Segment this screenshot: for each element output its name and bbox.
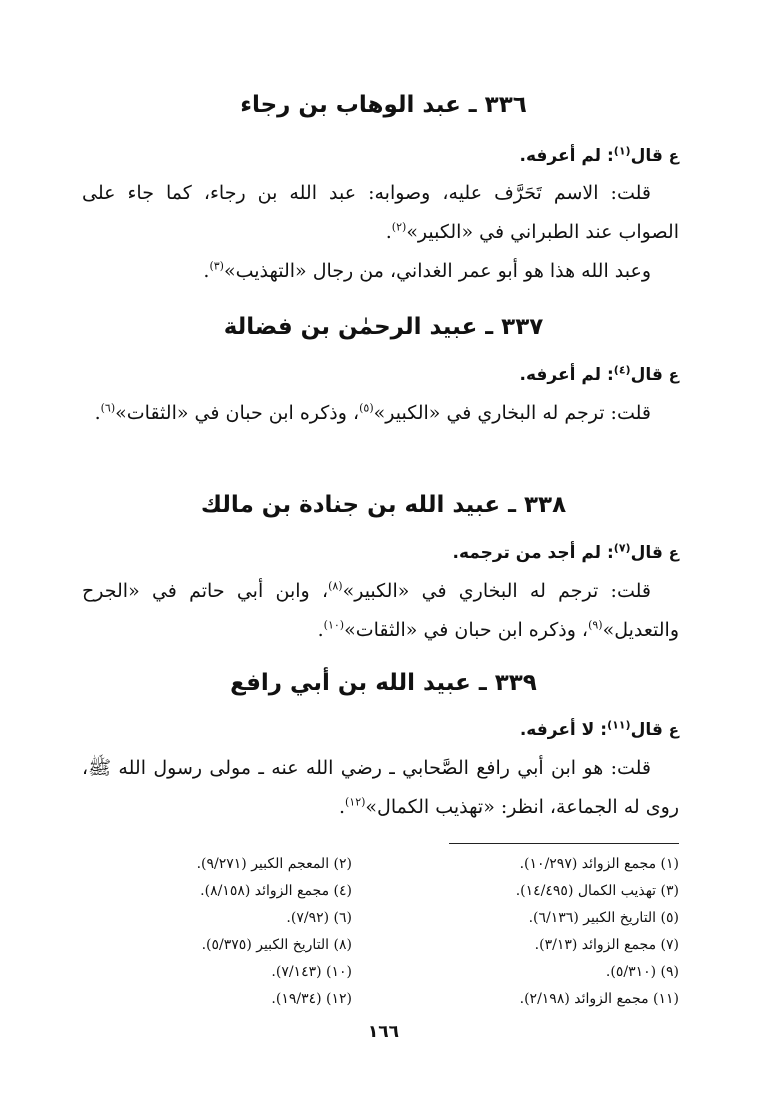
quote-text: : لا أعرفه. (519, 720, 608, 740)
footnote: (١١) مجمع الزوائد (٢/١٩٨). (519, 991, 679, 1007)
text-run: والتعديل» (602, 619, 679, 641)
footnote: (٣) تهذيب الكمال (١٤/٤٩٥). (515, 883, 679, 899)
footnote-ref: (٢) (391, 220, 407, 234)
footnote-ref: (١٠) (323, 618, 345, 632)
page-number: ١٦٦ (367, 1022, 400, 1042)
text-run: . (203, 260, 210, 282)
text-run: ، وذكره ابن حبان في «الثقات» (344, 619, 589, 641)
quote-line (79, 539, 679, 567)
footnote-ref: (٤) (613, 363, 631, 377)
mark: ع (668, 147, 679, 165)
mark: ع (668, 366, 679, 384)
quote-line (79, 142, 679, 170)
text-run: . (317, 619, 324, 641)
text-run: . (338, 796, 345, 818)
footnote-ref: (٨) (328, 579, 343, 593)
quote-text: : لم أعرفه. (519, 365, 614, 385)
footnote-ref: (٧) (613, 541, 631, 555)
text-run: «الثقات» (115, 402, 189, 424)
quote-prefix: قال (630, 720, 663, 740)
quote-prefix: قال (630, 543, 663, 563)
footnote-ref: (٣) (209, 259, 224, 273)
footnote-divider (449, 843, 679, 844)
footnote-ref: (٩) (588, 618, 603, 632)
entry-heading: ٣٣٩ ـ عبيد الله بن أبي رافع (230, 670, 537, 696)
text-run: قلت: هو ابن أبي رافع الصَّحابي ـ رضي الله عنه ـ مولى رسول الله ﷺ، روى (82, 757, 679, 818)
quote-line (79, 361, 679, 389)
entry-heading: ٣٣٨ ـ عبيد الله بن جنادة بن مالك (200, 492, 567, 518)
text-run: ، وابن أبي حاتم في «الجرح (82, 580, 329, 602)
mark: ع (668, 721, 679, 739)
text-run: ، وذكره ابن حبان في (194, 402, 360, 424)
text-run: قلت: ترجم له البخاري في «الكبير» (373, 402, 651, 424)
footnote-ref: (٥) (359, 401, 374, 415)
footnote: (١) مجمع الزوائد (١٠/٢٩٧). (519, 856, 679, 872)
quote-prefix: قال (630, 146, 663, 166)
text-run: وعبد الله هذا هو أبو عمر الغداني، من رجال «التهذيب» (223, 260, 651, 282)
paragraph (82, 174, 679, 252)
quote-text: : لم أعرفه. (519, 146, 614, 166)
footnote-ref: (٦) (100, 401, 116, 415)
footnote: (١٢) (١٩/٣٤). (271, 991, 352, 1007)
paragraph (82, 252, 679, 291)
footnote-ref: (١٢) (345, 795, 366, 809)
mark: ع (668, 544, 679, 562)
footnote: (٨) التاريخ الكبير (٥/٣٧٥). (201, 937, 352, 953)
footnote: (٢) المعجم الكبير (٩/٢٧١). (196, 856, 352, 872)
text-run: قلت: الاسم تَحَرَّف عليه، وصوابه: عبد الله بن رجاء، كما جاء على (82, 182, 651, 204)
footnote: (٩) (٥/٣١٠). (605, 964, 679, 980)
text-run: قلت: ترجم له البخاري في «الكبير» (342, 580, 651, 602)
text-run: له الجماعة، انظر: «تهذيب الكمال» (365, 796, 640, 818)
footnote: (٥) التاريخ الكبير (٦/١٣٦). (528, 910, 679, 926)
text-run: الصواب عند الطبراني في «الكبير» (406, 221, 679, 243)
quote-line (79, 716, 679, 744)
footnote: (٦) (٧/٩٢). (286, 910, 352, 926)
text-run: . (385, 221, 392, 243)
entry-heading: ٣٣٧ ـ عبيد الرحمٰن بن فضالة (223, 314, 544, 340)
footnote: (٧) مجمع الزوائد (٣/١٣). (534, 937, 679, 953)
quote-prefix: قال (630, 365, 663, 385)
footnote: (٤) مجمع الزوائد (٨/١٥٨). (200, 883, 352, 899)
paragraph (82, 394, 679, 433)
entry-heading: ٣٣٦ ـ عبد الوهاب بن رجاء (240, 92, 527, 118)
footnote: (١٠) (٧/١٤٣). (271, 964, 352, 980)
text-run: . (94, 402, 101, 424)
footnote-ref: (١١) (607, 718, 631, 732)
paragraph (82, 572, 679, 650)
paragraph (82, 749, 679, 827)
footnote-ref: (١) (613, 144, 631, 158)
quote-text: : لم أجد من ترجمه. (452, 543, 614, 563)
